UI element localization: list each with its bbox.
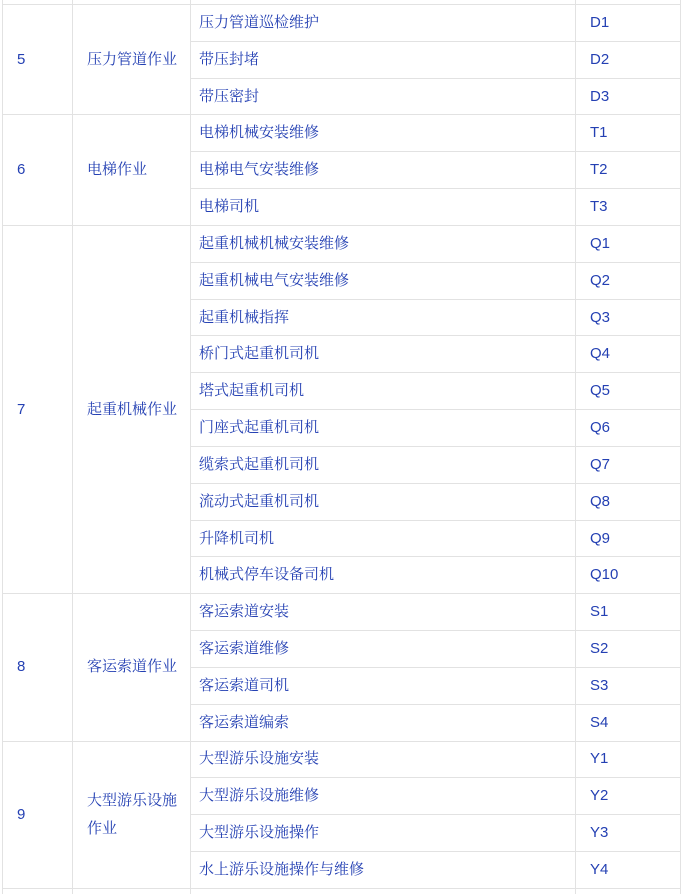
group-category-cell: 起重机械作业 <box>73 225 191 593</box>
item-name-cell: 电梯机械安装维修 <box>191 115 576 152</box>
group-category-cell: 客运索道作业 <box>73 594 191 741</box>
item-code-cell: Y2 <box>576 778 681 815</box>
clipped-row-bottom <box>3 888 681 894</box>
item-name-cell: 客运索道司机 <box>191 667 576 704</box>
item-code-cell: S2 <box>576 631 681 668</box>
clipped-cell <box>73 888 191 894</box>
item-code-cell: T2 <box>576 152 681 189</box>
item-code-cell: Q1 <box>576 225 681 262</box>
item-code-cell: Q3 <box>576 299 681 336</box>
clipped-cell <box>191 888 576 894</box>
item-code-cell: Q8 <box>576 483 681 520</box>
item-name-cell: 带压密封 <box>191 78 576 115</box>
item-name-cell: 带压封堵 <box>191 41 576 78</box>
group-number-cell: 6 <box>3 115 73 225</box>
item-code-cell: D1 <box>576 5 681 42</box>
group-category-cell: 电梯作业 <box>73 115 191 225</box>
item-code-cell: Q7 <box>576 446 681 483</box>
item-code-cell: S4 <box>576 704 681 741</box>
item-name-cell: 机械式停车设备司机 <box>191 557 576 594</box>
clipped-cell <box>576 888 681 894</box>
item-name-cell: 塔式起重机司机 <box>191 373 576 410</box>
table-row <box>3 594 681 631</box>
item-code-cell: S1 <box>576 594 681 631</box>
item-code-cell: S3 <box>576 667 681 704</box>
item-name-cell: 门座式起重机司机 <box>191 410 576 447</box>
item-name-cell: 电梯司机 <box>191 189 576 226</box>
item-name-cell: 起重机械机械安装维修 <box>191 225 576 262</box>
item-name-cell: 电梯电气安装维修 <box>191 152 576 189</box>
item-code-cell: Y3 <box>576 815 681 852</box>
item-code-cell: Q10 <box>576 557 681 594</box>
item-name-cell: 桥门式起重机司机 <box>191 336 576 373</box>
table-row <box>3 5 681 42</box>
clipped-cell <box>3 888 73 894</box>
item-code-cell: T1 <box>576 115 681 152</box>
item-code-cell: Y1 <box>576 741 681 778</box>
group-number-cell: 9 <box>3 741 73 888</box>
group-category-cell: 压力管道作业 <box>73 5 191 115</box>
item-code-cell: Q4 <box>576 336 681 373</box>
special-operations-table <box>2 0 681 894</box>
group-number-cell: 5 <box>3 5 73 115</box>
item-name-cell: 起重机械指挥 <box>191 299 576 336</box>
item-name-cell: 升降机司机 <box>191 520 576 557</box>
item-name-cell: 大型游乐设施安装 <box>191 741 576 778</box>
item-code-cell: Q6 <box>576 410 681 447</box>
item-name-cell: 流动式起重机司机 <box>191 483 576 520</box>
item-code-cell: D3 <box>576 78 681 115</box>
item-name-cell: 水上游乐设施操作与维修 <box>191 852 576 889</box>
item-name-cell: 压力管道巡检维护 <box>191 5 576 42</box>
item-name-cell: 大型游乐设施维修 <box>191 778 576 815</box>
group-number-cell: 8 <box>3 594 73 741</box>
table-row <box>3 115 681 152</box>
item-code-cell: Q5 <box>576 373 681 410</box>
item-code-cell: Y4 <box>576 852 681 889</box>
table-row <box>3 741 681 778</box>
item-code-cell: Q9 <box>576 520 681 557</box>
item-name-cell: 客运索道安装 <box>191 594 576 631</box>
group-category-cell: 大型游乐设施作业 <box>73 741 191 888</box>
item-name-cell: 起重机械电气安装维修 <box>191 262 576 299</box>
item-name-cell: 大型游乐设施操作 <box>191 815 576 852</box>
item-name-cell: 客运索道编索 <box>191 704 576 741</box>
group-number-cell: 7 <box>3 225 73 593</box>
table-row <box>3 225 681 262</box>
item-code-cell: T3 <box>576 189 681 226</box>
item-name-cell: 客运索道维修 <box>191 631 576 668</box>
item-code-cell: Q2 <box>576 262 681 299</box>
item-name-cell: 缆索式起重机司机 <box>191 446 576 483</box>
item-code-cell: D2 <box>576 41 681 78</box>
